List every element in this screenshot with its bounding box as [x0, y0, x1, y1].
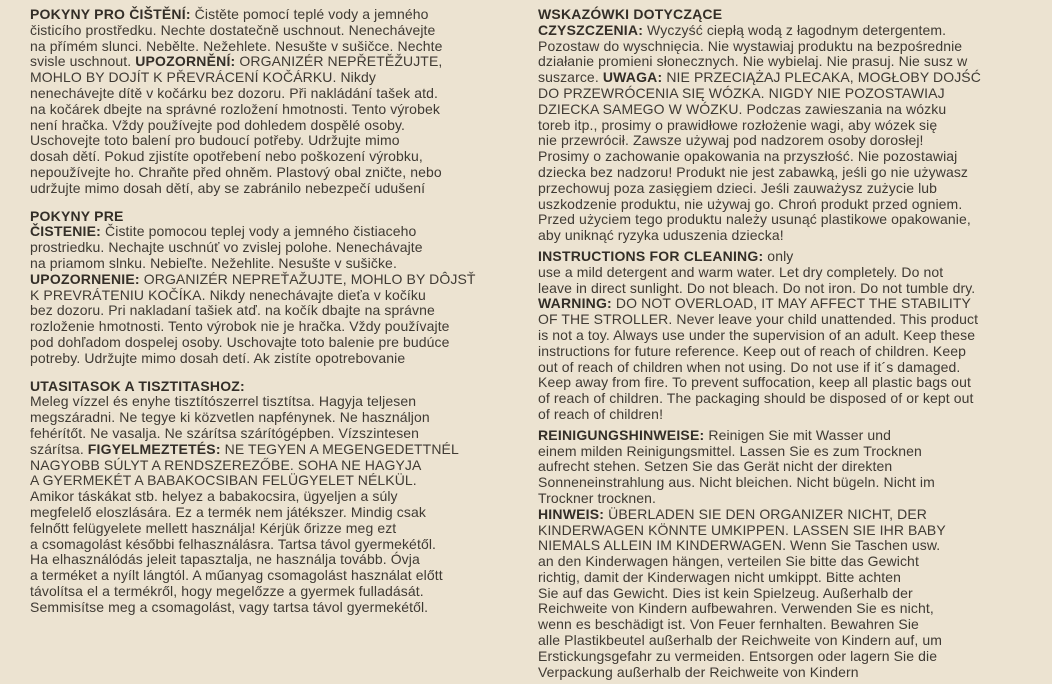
body-text-run: suszarce.	[538, 69, 603, 86]
text-line	[30, 552, 530, 568]
text-line	[538, 344, 1046, 360]
body-text-run: Reichweite von Kindern aufbewahren. Verwenden Sie es nicht,	[538, 600, 934, 617]
body-text-run: Uschovejte toto balení pro budoucí potřeby. Udržujte mimo	[30, 132, 400, 149]
section-hungarian-cleaning-instructions	[30, 379, 530, 616]
body-text-run: of reach of children. The packaging should be disposed of or kept out	[538, 390, 974, 407]
text-line	[538, 133, 1046, 149]
body-text-run: pod dohľadom dospelej osoby. Uschovajte toto balenie pre budúce	[30, 333, 450, 350]
text-line	[30, 473, 530, 489]
text-line	[538, 70, 1046, 86]
text-line	[538, 296, 1046, 312]
body-text-run: NAGYOBB SÚLYT A RENDSZEREZŐBE. SOHA NE HAGYJA	[30, 456, 422, 473]
text-line	[538, 328, 1046, 344]
body-text-run: Przed użyciem tego produktu należy usunąć plastikowe opakowanie,	[538, 211, 971, 228]
body-text-run: Reinigen Sie mit Wasser und	[704, 426, 892, 443]
body-text-run: Čistěte pomocí teplé vody a jemného	[190, 6, 429, 22]
text-line	[30, 319, 530, 335]
heading-text-run: POKYNY PRE	[30, 207, 124, 224]
left-text-column	[30, 7, 530, 684]
heading-text-run: REINIGUNGSHINWEISE:	[538, 426, 705, 443]
heading-text-run: HINWEIS:	[538, 505, 605, 522]
right-text-column	[530, 7, 1046, 684]
body-text-run: potreby. Udržujte mimo dosah detí. Ak zistíte opotrebovanie	[30, 349, 406, 366]
body-text-run: Semmisítse meg a csomagolást, vagy tartsa távol gyermekétől.	[30, 598, 429, 615]
body-text-run: NE TEGYEN A MEGENGEDETTNÉL	[220, 440, 459, 457]
text-line	[538, 444, 1046, 460]
body-text-run: DO PRZEWRÓCENIA SIĘ WÓZKA. NIGDY NIE POZOSTAWIAJ	[538, 84, 945, 101]
text-line	[30, 165, 530, 181]
body-text-run: nenechávejte dítě v kočárku bez dozoru. Při nakládání tašek atd.	[30, 84, 438, 101]
text-line	[30, 521, 530, 537]
text-line	[538, 118, 1046, 134]
text-line	[30, 256, 530, 272]
text-line	[538, 249, 1046, 265]
text-line	[30, 537, 530, 553]
text-line	[538, 407, 1046, 423]
text-line	[30, 102, 530, 118]
body-text-run: OF THE STROLLER. Never leave your child unattended. This product	[538, 311, 979, 328]
body-text-run: prostriedku. Nechajte uschnúť vo zvislej polohe. Nenechávajte	[30, 239, 423, 256]
text-line	[538, 281, 1046, 297]
body-text-run: KINDERWAGEN KÖNNTE UMKIPPEN. LASSEN SIE IHR BABY	[538, 521, 946, 538]
body-text-run: A GYERMEKÉT A BABAKOCSIBAN FELÜGYELET NÉLKÜL.	[30, 472, 417, 489]
text-line	[30, 489, 530, 505]
body-text-run: an den Kinderwagen hängen, verteilen Sie bitte das Gewicht	[538, 553, 919, 570]
body-text-run: DZIECKA SAMEGO W WÓZKU. Podczas zawieszania na wózku	[538, 100, 947, 117]
text-line	[538, 649, 1046, 665]
section-english-cleaning-instructions	[538, 249, 1046, 423]
text-line	[538, 312, 1046, 328]
text-line	[30, 394, 530, 410]
body-text-run: megszáradni. Ne tegye ki közvetlen napfénynek. Ne használjon	[30, 409, 430, 426]
body-text-run: einem milden Reinigungsmittel. Lassen Sie es zum Trocknen	[538, 442, 922, 459]
text-line	[30, 442, 530, 458]
body-text-run: out of reach of children when not using. Do not use if it´s damaged.	[538, 358, 961, 375]
text-line	[30, 149, 530, 165]
body-text-run: richtig, damit der Kinderwagen nicht umkippt. Bitte achten	[538, 568, 901, 585]
body-text-run: use a mild detergent and warm water. Let dry completely. Do not	[538, 263, 944, 280]
body-text-run: of reach of children!	[538, 405, 664, 422]
text-line	[30, 426, 530, 442]
text-line	[538, 375, 1046, 391]
text-line	[30, 505, 530, 521]
text-line	[538, 391, 1046, 407]
text-line	[538, 601, 1046, 617]
body-text-run: aufrecht stehen. Setzen Sie das Gerät nicht der direkten	[538, 458, 893, 475]
body-text-run: bez dozoru. Pri nakladaní tašiek atď. na kočík dbajte na správne	[30, 302, 435, 319]
body-text-run: fehérítőt. Ne vasalja. Ne szárítsa szárítógépben. Vízszintesen	[30, 424, 420, 441]
text-line	[538, 523, 1046, 539]
body-text-run: Verpackung außerhalb der Reichweite von Kindern	[538, 663, 859, 680]
text-line	[538, 228, 1046, 244]
body-text-run: is not a toy. Always use under the supervision of an adult. Keep these	[538, 326, 976, 343]
text-line	[538, 102, 1046, 118]
text-line	[538, 475, 1046, 491]
text-line	[538, 617, 1046, 633]
body-text-run: dziecka bez nadzoru! Produkt nie jest zabawką, jeśli go nie używasz	[538, 163, 969, 180]
text-line	[538, 7, 1046, 23]
body-text-run: svisle uschnout.	[30, 53, 136, 70]
body-text-run: Sonneneinstrahlung aus. Nicht bleichen. Nicht bügeln. Nicht im	[538, 474, 935, 491]
body-text-run: megfelelő eloszlására. Ez a termék nem játékszer. Mindig csak	[30, 503, 426, 520]
body-text-run: Pozostaw do wyschnięcia. Nie wystawiaj produktu na bezpośrednie	[538, 37, 963, 54]
body-text-run: a csomagolást későbbi felhasználásra. Tartsa távol gyermekétől.	[30, 535, 437, 552]
body-text-run: není hračka. Vždy používejte pod dohledem dospělé osoby.	[30, 116, 406, 133]
heading-text-run: ČISTENIE:	[30, 223, 102, 240]
body-text-run: Ha elhasználódás jeleit tapasztalja, ne használja tovább. Óvja	[30, 551, 420, 568]
text-line	[30, 118, 530, 134]
heading-text-run: UPOZORNĚNÍ:	[135, 53, 236, 70]
text-line	[538, 570, 1046, 586]
text-line	[538, 586, 1046, 602]
text-line	[538, 633, 1046, 649]
text-line	[30, 458, 530, 474]
text-line	[538, 428, 1046, 444]
section-slovak-cleaning-instructions	[30, 209, 530, 367]
body-text-run: K PREVRÁTENIU KOČÍKA. Nikdy nenechávajte dieťa v kočíku	[30, 286, 426, 303]
text-line	[30, 23, 530, 39]
text-line	[30, 7, 530, 23]
text-line	[538, 491, 1046, 507]
text-line	[30, 181, 530, 197]
body-text-run: only	[763, 247, 794, 264]
body-text-run: Meleg vízzel és enyhe tisztítószerrel tisztítsa. Hagyja teljesen	[30, 393, 417, 410]
body-text-run: felnőtt felügyelete mellett használja! Kérjük őrizze meg ezt	[30, 519, 397, 536]
text-line	[538, 212, 1046, 228]
body-text-run: MOHLO BY DOJÍT K PŘEVRÁCENÍ KOČÁRKU. Nikdy	[30, 69, 376, 86]
body-text-run: Amikor táskákat stb. helyez a babakocsira, ügyeljen a súly	[30, 488, 398, 505]
text-line	[30, 224, 530, 240]
text-line	[30, 133, 530, 149]
body-text-run: działanie promieni słonecznych. Nie wybielaj. Nie prasuj. Nie susz w	[538, 53, 968, 70]
body-text-run: na přímém slunci. Nebělte. Nežehlete. Nesušte v sušičce. Nechte	[30, 37, 443, 54]
text-line	[538, 86, 1046, 102]
body-text-run: a terméket a nyílt lángtól. A műanyag csomagolást használat előtt	[30, 567, 443, 584]
body-text-run: Erstickungsgefahr zu vermeiden. Entsorgen oder lagern Sie die	[538, 647, 938, 664]
body-text-run: toreb itp., prosimy o prawidłowe rozłożenie wagi, aby wózek się	[538, 116, 938, 133]
heading-text-run: INSTRUCTIONS FOR CLEANING:	[538, 247, 764, 264]
heading-text-run: UPOZORNENIE:	[30, 270, 140, 287]
body-text-run: Trockner trocknen.	[538, 489, 656, 506]
body-text-run: nie przewrócił. Zawsze używaj pod nadzorem osoby dorosłej!	[538, 132, 924, 149]
text-line	[30, 209, 530, 225]
text-line	[538, 360, 1046, 376]
heading-text-run: WARNING:	[538, 295, 612, 312]
body-text-run: ORGANIZÉR NEPREŤAŽUJTE, MOHLO BY DÔJSŤ	[139, 270, 476, 287]
body-text-run: ORGANIZÉR NEPŘETĚŽUJTE,	[235, 53, 443, 70]
text-line	[30, 600, 530, 616]
heading-text-run: UTASITASOK A TISZTITASHOZ:	[30, 377, 245, 394]
text-line	[30, 410, 530, 426]
text-line	[538, 459, 1046, 475]
heading-text-run: CZYSZCZENIA:	[538, 21, 644, 38]
body-text-run: instructions for future reference. Keep out of reach of children. Keep	[538, 342, 967, 359]
text-line	[538, 197, 1046, 213]
text-line	[30, 272, 530, 288]
body-text-run: na priamom slnku. Nebieľte. Nežehlite. Nesušte v sušičke.	[30, 254, 397, 271]
heading-text-run: FIGYELMEZTETÉS:	[87, 440, 221, 457]
text-line	[30, 303, 530, 319]
body-text-run: dosah dětí. Pokud zjistíte opotřebení nebo poškození výrobku,	[30, 148, 423, 165]
body-text-run: szárítsa.	[30, 440, 88, 457]
body-text-run: wenn es beschädigt ist. Von Feuer fernhalten. Bewahren Sie	[538, 616, 919, 633]
heading-text-run: UWAGA:	[602, 69, 663, 86]
heading-text-run: WSKAZÓWKI DOTYCZĄCE	[538, 6, 723, 22]
text-line	[538, 554, 1046, 570]
body-text-run: alle Plastikbeutel außerhalb der Reichweite von Kindern auf, um	[538, 632, 942, 649]
body-text-run: Sie auf das Gewicht. Dies ist kein Spielzeug. Außerhalb der	[538, 584, 913, 601]
text-line	[538, 507, 1046, 523]
body-text-run: rozloženie hmotnosti. Tento výrobok nie je hračka. Vždy používajte	[30, 318, 450, 335]
text-line	[30, 568, 530, 584]
body-text-run: na kočárek dbejte na správné rozložení hmotnosti. Tento výrobek	[30, 100, 440, 117]
body-text-run: NIEMALS ALLEIN IM KINDERWAGEN. Wenn Sie Taschen usw.	[538, 537, 941, 554]
body-text-run: DO NOT OVERLOAD, IT MAY AFFECT THE STABILITY	[611, 295, 971, 312]
body-text-run: čisticího prostředku. Nechte dostatečně uschnout. Nenechávejte	[30, 21, 436, 38]
text-line	[538, 181, 1046, 197]
text-line	[30, 379, 530, 395]
text-line	[538, 165, 1046, 181]
text-line	[538, 149, 1046, 165]
text-line	[538, 54, 1046, 70]
text-line	[538, 39, 1046, 55]
body-text-run: uszkodzenie produktu, nie używaj go. Chroń produkt przed ogniem.	[538, 195, 963, 212]
text-line	[538, 665, 1046, 681]
text-line	[30, 288, 530, 304]
body-text-run: udržujte mimo dosah dětí, aby se zabránilo nebezpečí udušení	[30, 179, 426, 196]
section-polish-cleaning-instructions	[538, 7, 1046, 244]
body-text-run: Wyczyść ciepłą wodą z łagodnym detergentem.	[643, 21, 947, 38]
body-text-run: NIE PRZECIĄŻAJ PLECAKA, MOGŁOBY DOJŚĆ	[662, 69, 981, 86]
body-text-run: Keep away from fire. To prevent suffocation, keep all plastic bags out	[538, 374, 971, 391]
body-text-run: Prosimy o zachowanie opakowania na przyszłość. Nie pozostawiaj	[538, 148, 958, 165]
text-line	[30, 54, 530, 70]
text-line	[538, 23, 1046, 39]
body-text-run: ÜBERLADEN SIE DEN ORGANIZER NICHT, DER	[604, 505, 927, 522]
body-text-run: távolítsa el a termékről, hogy megelőzze a gyermek fulladását.	[30, 582, 424, 599]
body-text-run: nepoužívejte ho. Chraňte před ohněm. Plastový obal zničte, nebo	[30, 163, 442, 180]
body-text-run: aby uniknąć ryzyka uduszenia dziecka!	[538, 227, 784, 244]
heading-text-run: POKYNY PRO ČIŠTĚNÍ:	[30, 6, 191, 22]
text-line	[538, 538, 1046, 554]
section-czech-cleaning-instructions	[30, 7, 530, 197]
body-text-run: Čistite pomocou teplej vody a jemného čistiaceho	[101, 223, 417, 240]
text-line	[30, 86, 530, 102]
text-line	[538, 265, 1046, 281]
text-line	[30, 240, 530, 256]
text-line	[30, 584, 530, 600]
section-german-cleaning-instructions	[538, 428, 1046, 681]
body-text-run: leave in direct sunlight. Do not bleach. Do not iron. Do not tumble dry.	[538, 279, 976, 296]
text-line	[30, 351, 530, 367]
text-line	[30, 335, 530, 351]
body-text-run: przechowuj poza zasięgiem dzieci. Jeśli zauważysz zużycie lub	[538, 179, 938, 196]
text-line	[30, 70, 530, 86]
